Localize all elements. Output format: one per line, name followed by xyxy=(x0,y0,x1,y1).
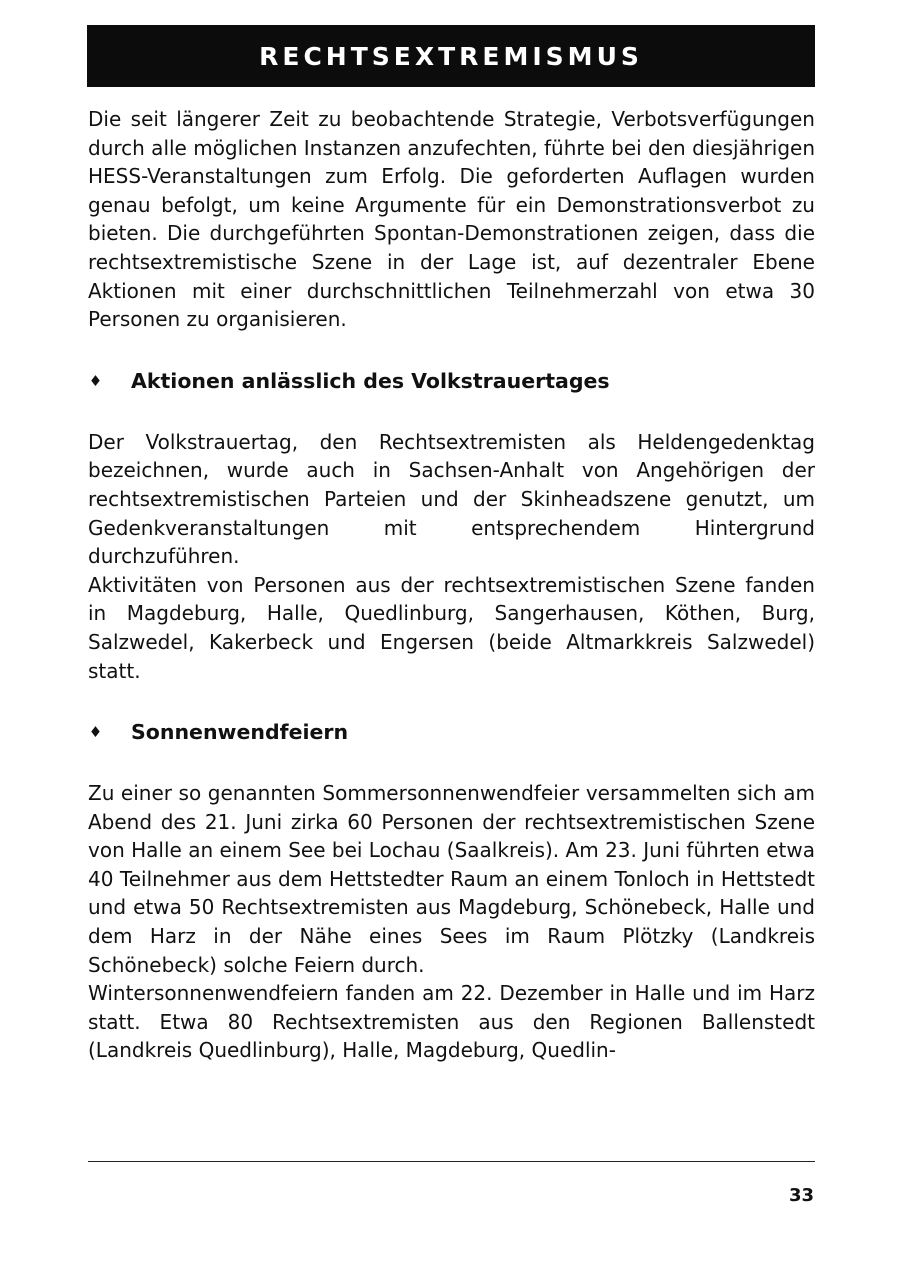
header-bar xyxy=(87,25,815,87)
section-heading-text: Sonnenwendfeiern xyxy=(131,720,349,745)
page-title: RECHTSEXTREMISMUS xyxy=(259,41,643,71)
intro-paragraph: Die seit längerer Zeit zu beobachtende Strategie, Verbotsverfügungen durch alle möglichen Instanzen anzufechten, führte bei den diesjährigen HESS-Veranstaltungen zum Erfolg. Die geforderten Auflagen wurden genau befolgt, um keine Argumente für ein Demonstrationsverbot zu bieten. Die durchgeführten Spontan-Demonstrationen zeigen, dass die rechtsextremistische Szene in der Lage ist, auf dezentraler Ebene Aktionen mit einer durchschnittlichen Teilnehmerzahl von etwa 30 Personen zu organisieren. xyxy=(88,107,816,332)
document-body xyxy=(88,105,815,1065)
section-paragraph: Aktivitäten von Personen aus der rechtsextremistischen Szene fanden in Magdeburg, Halle, Quedlinburg, Sangerhausen, Köthen, Burg, Salzwedel, Kakerbeck und Engersen (beide Altmarkkreis Salzwedel) statt. xyxy=(88,572,815,683)
diamond-bullet-icon: ♦ xyxy=(88,723,103,742)
page-number: 33 xyxy=(788,1185,814,1206)
section-paragraph: Zu einer so genannten Sommersonnenwendfeier versammelten sich am Abend des 21. Juni zirka 60 Personen der rechtsextremistischen Szene von Halle an einem See bei Lochau (Saalkreis). Am 23. Juni führten etwa 40 Teilnehmer aus dem Hettstedter Raum an einem Tonloch in Hettstedt und etwa 50 Rechtsextremisten aus Magdeburg, Schönebeck, Halle und dem Harz in der Nähe eines Sees im Raum Plötzky (Landkreis Schönebeck) solche Feiern durch. xyxy=(88,781,815,977)
section-heading-volkstrauertag xyxy=(88,366,815,396)
footer-divider xyxy=(88,1161,815,1162)
section-heading-text: Aktionen anlässlich des Volkstrauertages xyxy=(131,368,610,393)
diamond-bullet-icon: ♦ xyxy=(88,371,103,390)
section-heading-sonnenwendfeiern xyxy=(88,717,815,747)
section-paragraph: Wintersonnenwendfeiern fanden am 22. Dezember in Halle und im Harz statt. Etwa 80 Rechtsextremisten aus den Regionen Ballenstedt (Landkreis Quedlinburg), Halle, Magdeburg, Quedlin- xyxy=(88,981,815,1063)
section-paragraph: Der Volkstrauertag, den Rechtsextremisten als Heldengedenktag bezeichnen, wurde auch in Sachsen-Anhalt von Angehörigen der rechtsextremistischen Parteien und der Skinheadszene genutzt, um Gedenkveranstaltungen mit entsprechendem Hintergrund durchzuführen. xyxy=(88,429,815,569)
